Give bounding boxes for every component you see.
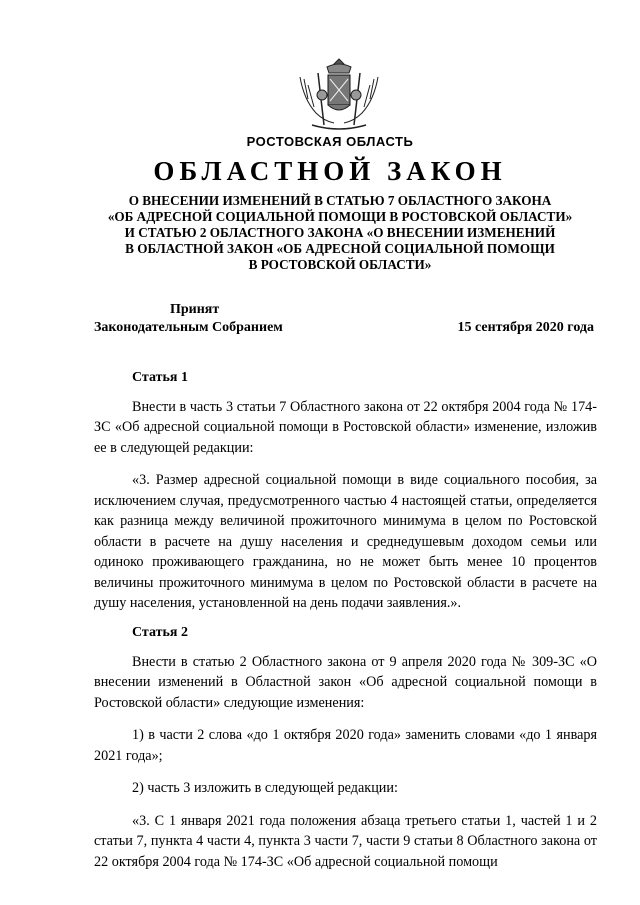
law-title: ОБЛАСТНОЙ ЗАКОН	[153, 156, 507, 186]
law-subject-line: О ВНЕСЕНИИ ИЗМЕНЕНИЙ В СТАТЬЮ 7 ОБЛАСТНОГО ЗАКОНА	[128, 193, 552, 208]
law-subject	[100, 193, 580, 273]
article-1	[94, 368, 597, 614]
law-subject-line: «ОБ АДРЕСНОЙ СОЦИАЛЬНОЙ ПОМОЩИ В РОСТОВСКОЙ ОБЛАСТИ»	[107, 209, 573, 224]
adoption-block	[94, 301, 594, 337]
paragraph: «3. Размер адресной социальной помощи в виде социального пособия, за исключением случая, предусмотренного частью 4 настоящей статьи, определяется как разница между величиной прожиточного минимума в целом по Ростовской области в расчете на душу населения и среднедушевым доходом семьи или одиноко проживающего гражданина, но не может быть менее 10 процентов величины прожиточного минимума в целом по Ростовской области в расчете на душу населения, установленной на день подачи заявления.».	[94, 472, 597, 611]
paragraph: 1) в части 2 слова «до 1 октября 2020 года» заменить словами «до 1 января 2021 года»;	[94, 727, 597, 764]
article-heading: Статья 2	[132, 625, 188, 640]
paragraph: 2) часть 3 изложить в следующей редакции:	[132, 780, 398, 796]
paragraph: Внести в часть 3 статьи 7 Областного закона от 22 октября 2004 года № 174-ЗС «Об адресной социальной помощи в Ростовской области» изменение, изложив ее в следующей редакции:	[94, 398, 597, 456]
paragraph: Внести в статью 2 Областного закона от 9 апреля 2020 года № 309-ЗС «О внесении изменений в Областной закон «Об адресной социальной помощи в Ростовской области» следующие изменения:	[94, 653, 597, 711]
region-name: РОСТОВСКАЯ ОБЛАСТЬ	[246, 134, 414, 149]
article-heading: Статья 1	[132, 370, 188, 385]
adopted-label: Принят	[170, 302, 220, 317]
law-subject-line: В ОБЛАСТНОЙ ЗАКОН «ОБ АДРЕСНОЙ СОЦИАЛЬНОЙ ПОМОЩИ	[125, 241, 555, 256]
law-subject-line: В РОСТОВСКОЙ ОБЛАСТИ»	[248, 257, 432, 272]
rostov-coat-of-arms-emblem	[294, 55, 384, 133]
adoption-date: 15 сентября 2020 года	[457, 320, 594, 335]
article-2	[94, 623, 597, 872]
adopting-body: Законодательным Собранием	[94, 320, 283, 335]
law-subject-line: И СТАТЬЮ 2 ОБЛАСТНОГО ЗАКОНА «О ВНЕСЕНИИ ИЗМЕНЕНИЙ	[124, 225, 556, 240]
paragraph: «3. С 1 января 2021 года положения абзаца третьего статьи 1, частей 1 и 2 статьи 7, пункта 4 части 4, пункта 3 части 7, части 9 статьи 8 Областного закона от 22 октября 2004 года № 174-ЗС «Об адресной социальной помощи	[94, 812, 597, 870]
